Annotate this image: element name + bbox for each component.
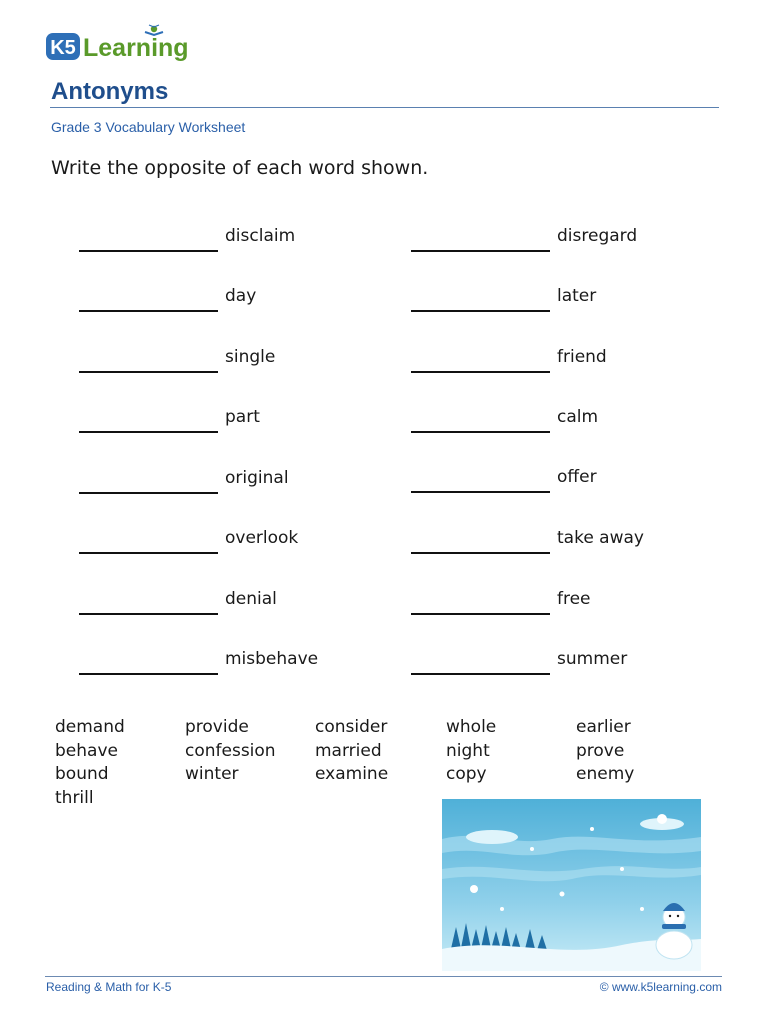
winter-snowman-illustration [442, 799, 701, 971]
answer-blank[interactable] [411, 613, 550, 615]
answer-blank[interactable] [79, 492, 218, 494]
answer-blank[interactable] [411, 310, 550, 312]
answer-blank[interactable] [79, 673, 218, 675]
exercise-word: original [225, 468, 289, 488]
page-subtitle: Grade 3 Vocabulary Worksheet [51, 119, 246, 135]
word-bank-item: whole [446, 717, 497, 737]
snowflake-icon [590, 827, 594, 831]
word-bank-item: thrill [55, 787, 94, 808]
answer-blank[interactable] [79, 613, 218, 615]
word-bank-item: bound [55, 764, 109, 784]
title-divider [50, 107, 719, 108]
word-bank-column [446, 716, 496, 787]
logo-k5-text: K5 [50, 37, 76, 59]
word-bank-item: consider [315, 717, 388, 737]
logo-learning-text: Learning [83, 34, 189, 62]
answer-blank[interactable] [79, 250, 218, 252]
exercise-word: friend [557, 347, 607, 367]
exercise-word: take away [557, 528, 644, 548]
word-bank-item: married [315, 740, 382, 761]
snowflake-icon [620, 867, 624, 871]
footer-divider [45, 976, 722, 977]
word-bank-item: night [446, 740, 490, 761]
word-bank-column [55, 716, 125, 810]
answer-blank[interactable] [79, 371, 218, 373]
exercise-word: single [225, 347, 276, 367]
word-bank-item: copy [446, 764, 487, 784]
answer-blank[interactable] [79, 552, 218, 554]
snowflake-icon [560, 892, 565, 897]
exercise-word: free [557, 589, 591, 609]
page-title: Antonyms [51, 78, 169, 105]
snowflake-icon [500, 907, 504, 911]
cloud-icon [466, 830, 518, 844]
word-bank-item: enemy [576, 764, 635, 784]
word-bank-item: behave [55, 740, 118, 761]
word-bank-column [576, 716, 634, 787]
word-bank-item: confession [185, 740, 276, 761]
exercise-word: later [557, 286, 597, 306]
exercise-word: disclaim [225, 226, 296, 246]
instructions: Write the opposite of each word shown. [51, 157, 429, 179]
word-bank-item: prove [576, 740, 625, 761]
exercise-word: summer [557, 649, 628, 669]
exercise-word: disregard [557, 226, 638, 246]
answer-blank[interactable] [411, 491, 550, 493]
word-bank-column [315, 716, 388, 787]
exercise-word: offer [557, 467, 597, 487]
exercise-word: overlook [225, 528, 299, 548]
exercise-word: calm [557, 407, 599, 427]
answer-blank[interactable] [79, 310, 218, 312]
answer-blank[interactable] [411, 371, 550, 373]
word-bank-item: examine [315, 764, 389, 784]
answer-blank[interactable] [79, 431, 218, 433]
answer-blank[interactable] [411, 552, 550, 554]
answer-blank[interactable] [411, 431, 550, 433]
word-bank-item: demand [55, 717, 125, 737]
snowflake-icon [470, 885, 478, 893]
k5-learning-logo [45, 24, 205, 66]
exercise-word: denial [225, 589, 277, 609]
snowflake-icon [530, 847, 534, 851]
word-bank-item: provide [185, 717, 249, 737]
snowflake-icon [657, 814, 667, 824]
exercise-word: misbehave [225, 649, 319, 669]
word-bank-item: winter [185, 764, 239, 784]
word-bank-column [185, 716, 276, 787]
exercise-word: day [225, 286, 257, 306]
snowflake-icon [640, 907, 644, 911]
footer-tagline: Reading & Math for K-5 [46, 980, 172, 994]
answer-blank[interactable] [411, 673, 550, 675]
answer-blank[interactable] [411, 250, 550, 252]
exercise-word: part [225, 407, 260, 427]
footer-website-link[interactable]: © www.k5learning.com [599, 980, 722, 994]
word-bank-item: earlier [576, 717, 631, 737]
